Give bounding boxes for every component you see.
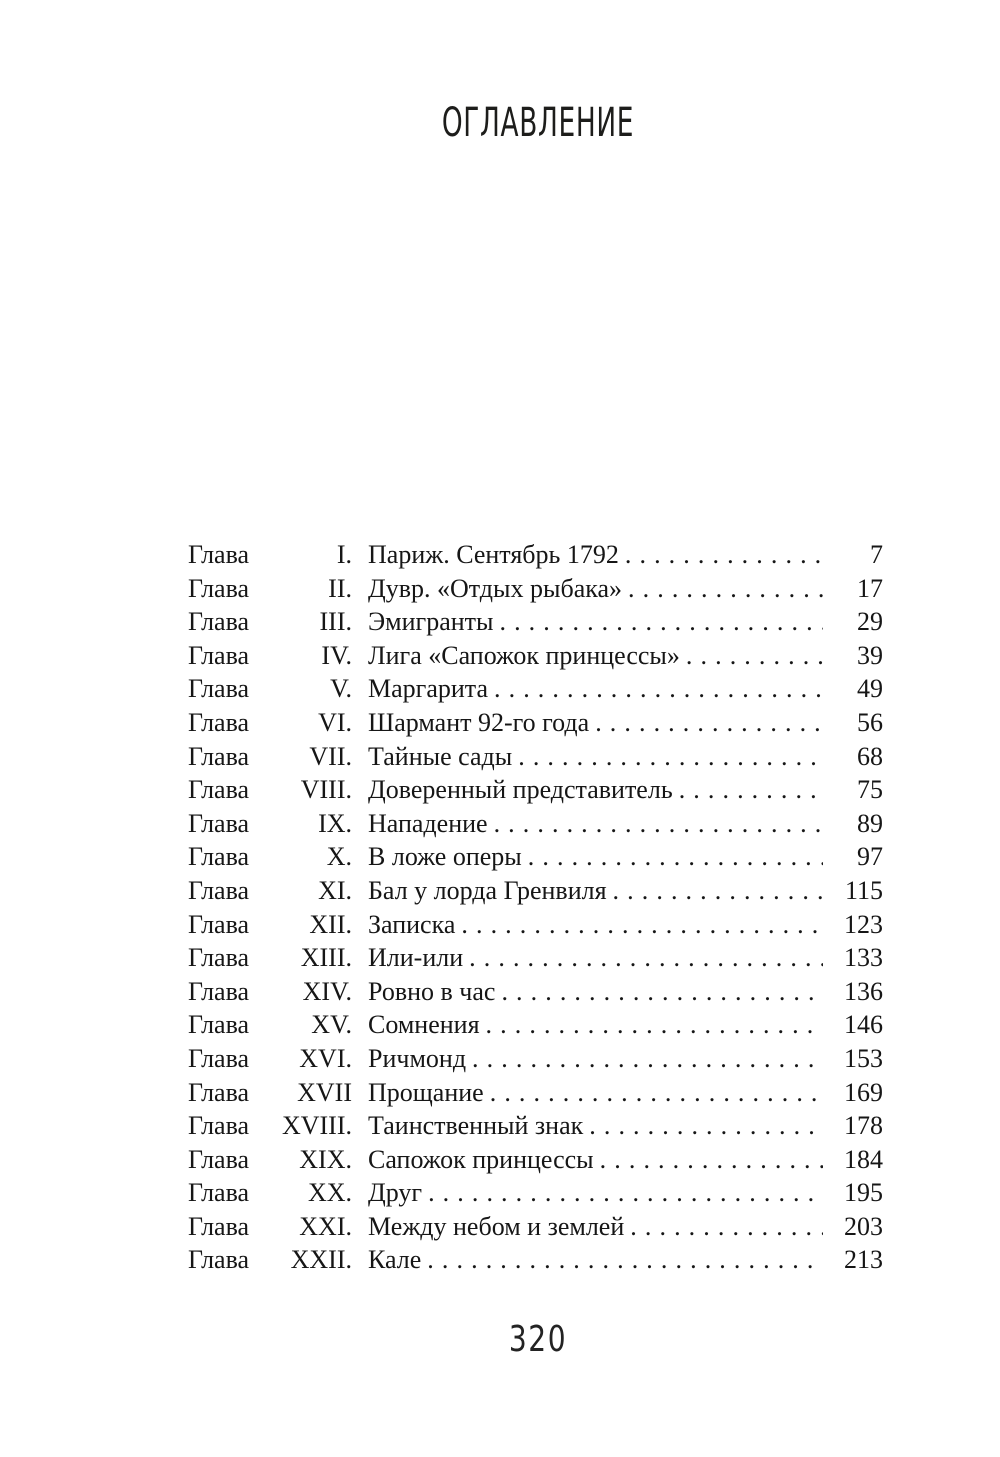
chapter-title: Кале	[368, 1245, 422, 1275]
chapter-numeral: XI.	[318, 875, 352, 905]
dot-leader	[461, 908, 823, 942]
chapter-page-number: 213	[844, 1245, 883, 1275]
chapter-title: Бал у лорда Гренвиля	[368, 875, 607, 905]
toc-entry	[188, 908, 883, 942]
chapter-numeral: IX.	[318, 808, 352, 838]
chapter-title: Маргарита	[368, 674, 488, 704]
chapter-label: Глава	[188, 707, 250, 737]
dot-leader	[625, 538, 823, 572]
chapter-title: Ричмонд	[368, 1043, 467, 1073]
chapter-page-number: 115	[844, 875, 883, 905]
dot-leader	[518, 740, 823, 774]
chapter-label: Глава	[188, 1245, 250, 1275]
chapter-title: Между небом и землей	[368, 1211, 625, 1241]
chapter-numeral: XIX.	[299, 1144, 352, 1174]
chapter-numeral: VI.	[318, 707, 352, 737]
chapter-title: Шармант 92-го года	[368, 707, 590, 737]
chapter-title-cell	[368, 773, 823, 807]
dot-leader	[486, 1008, 823, 1042]
chapter-title-cell	[368, 1076, 823, 1110]
chapter-label: Глава	[188, 1178, 250, 1208]
chapter-page-number: 195	[844, 1178, 883, 1208]
chapter-title-cell	[368, 1008, 823, 1042]
chapter-numeral: XVII	[297, 1077, 352, 1107]
chapter-label: Глава	[188, 674, 250, 704]
chapter-numeral: XIV.	[302, 976, 352, 1006]
chapter-page-number: 123	[844, 909, 883, 939]
chapter-title-cell	[368, 941, 823, 975]
chapter-page-number: 133	[844, 943, 883, 973]
chapter-title-cell	[368, 975, 823, 1009]
chapter-page-number: 39	[857, 640, 883, 670]
chapter-title: Нападение	[368, 808, 488, 838]
chapter-label: Глава	[188, 573, 250, 603]
chapter-label: Глава	[188, 808, 250, 838]
chapter-label: Глава	[188, 1211, 250, 1241]
chapter-numeral: VIII.	[300, 775, 352, 805]
chapter-title-cell	[368, 538, 823, 572]
chapter-page-number: 178	[844, 1111, 883, 1141]
toc-entry	[188, 706, 883, 740]
chapter-numeral: IV.	[321, 640, 352, 670]
chapter-title-cell	[368, 840, 823, 874]
chapter-title: Дувр. «Отдых рыбака»	[368, 573, 623, 603]
chapter-numeral: V.	[330, 674, 352, 704]
chapter-label: Глава	[188, 1043, 250, 1073]
chapter-title: Сомнения	[368, 1010, 480, 1040]
chapter-page-number: 136	[844, 976, 883, 1006]
dot-leader	[589, 1109, 823, 1143]
chapter-page-number: 17	[857, 573, 883, 603]
chapter-title: Доверенный представитель	[368, 775, 673, 805]
dot-leader	[595, 706, 823, 740]
chapter-numeral: XII.	[309, 909, 352, 939]
chapter-numeral: II.	[328, 573, 352, 603]
chapter-numeral: XV.	[311, 1010, 352, 1040]
chapter-title-cell	[368, 1210, 823, 1244]
chapter-title: Или-или	[368, 943, 464, 973]
chapter-label: Глава	[188, 909, 250, 939]
dot-leader	[613, 874, 823, 908]
chapter-numeral: XXII.	[290, 1245, 352, 1275]
toc-entry	[188, 840, 883, 874]
dot-leader	[501, 975, 823, 1009]
dot-leader	[628, 572, 823, 606]
toc-entry	[188, 941, 883, 975]
chapter-label: Глава	[188, 607, 250, 637]
chapter-label: Глава	[188, 842, 250, 872]
chapter-title-cell	[368, 1109, 823, 1143]
page-title: ОГЛАВЛЕНИЕ	[441, 100, 635, 146]
dot-leader	[490, 1076, 823, 1110]
chapter-page-number: 29	[857, 607, 883, 637]
toc-entry	[188, 1008, 883, 1042]
chapter-title: Записка	[368, 909, 456, 939]
chapter-page-number: 203	[844, 1211, 883, 1241]
chapter-page-number: 184	[844, 1144, 883, 1174]
chapter-title: Лига «Сапожок принцессы»	[368, 640, 680, 670]
chapter-page-number: 7	[870, 540, 883, 569]
chapter-label: Глава	[188, 976, 250, 1006]
toc-entry	[188, 1109, 883, 1143]
toc-entry	[188, 1076, 883, 1110]
chapter-title-cell	[368, 572, 823, 606]
chapter-page-number: 146	[844, 1010, 883, 1040]
chapter-numeral: XVIII.	[281, 1111, 352, 1141]
toc-entry	[188, 1210, 883, 1244]
dot-leader	[499, 605, 823, 639]
chapter-page-number: 153	[844, 1043, 883, 1073]
chapter-title: Эмигранты	[368, 607, 494, 637]
toc-entry	[188, 605, 883, 639]
toc-entry	[188, 740, 883, 774]
chapter-title-cell	[368, 1243, 823, 1277]
chapter-title-cell	[368, 706, 823, 740]
chapter-page-number: 89	[857, 808, 883, 838]
chapter-title: В ложе оперы	[368, 842, 522, 872]
dot-leader	[428, 1176, 823, 1210]
toc-entry	[188, 773, 883, 807]
chapter-title-cell	[368, 1176, 823, 1210]
toc-entry	[188, 1143, 883, 1177]
chapter-label: Глава	[188, 943, 250, 973]
dot-leader	[600, 1143, 823, 1177]
chapter-title-cell	[368, 672, 823, 706]
dot-leader	[494, 807, 823, 841]
chapter-label: Глава	[188, 875, 250, 905]
chapter-title-cell	[368, 740, 823, 774]
chapter-numeral: XVI.	[299, 1043, 352, 1073]
chapter-numeral: X.	[326, 842, 352, 872]
chapter-title-cell	[368, 1143, 823, 1177]
toc-entry	[188, 1176, 883, 1210]
dot-leader	[686, 639, 823, 673]
toc-entry	[188, 1243, 883, 1277]
chapter-page-number: 97	[857, 842, 883, 872]
chapter-numeral: XIII.	[300, 943, 352, 973]
toc-entry	[188, 975, 883, 1009]
dot-leader	[528, 840, 823, 874]
dot-leader	[494, 672, 823, 706]
chapter-title: Париж. Сентябрь 1792	[368, 540, 619, 569]
chapter-label: Глава	[188, 775, 250, 805]
dot-leader	[427, 1243, 823, 1277]
chapter-label: Глава	[188, 640, 250, 670]
chapter-title-cell	[368, 1042, 823, 1076]
chapter-page-number: 49	[857, 674, 883, 704]
toc-entry	[188, 572, 883, 606]
chapter-page-number: 56	[857, 707, 883, 737]
chapter-title: Прощание	[368, 1077, 484, 1107]
toc-entry	[188, 1042, 883, 1076]
chapter-title: Ровно в час	[368, 976, 496, 1006]
chapter-page-number: 68	[857, 741, 883, 771]
dot-leader	[679, 773, 823, 807]
chapter-numeral: XXI.	[299, 1211, 352, 1241]
chapter-numeral: I.	[336, 540, 352, 569]
toc-entry	[188, 807, 883, 841]
folio-page-number: 320	[508, 1319, 568, 1360]
chapter-title-cell	[368, 874, 823, 908]
chapter-title-cell	[368, 908, 823, 942]
dot-leader	[469, 941, 823, 975]
toc-entry	[188, 538, 883, 572]
table-of-contents	[188, 538, 883, 1277]
chapter-numeral: XX.	[307, 1178, 352, 1208]
chapter-title: Тайные сады	[368, 741, 513, 771]
chapter-numeral: VII.	[309, 741, 352, 771]
toc-entry	[188, 874, 883, 908]
chapter-title-cell	[368, 605, 823, 639]
toc-entry	[188, 672, 883, 706]
dot-leader	[472, 1042, 823, 1076]
chapter-label: Глава	[188, 1111, 250, 1141]
chapter-title-cell	[368, 807, 823, 841]
chapter-label: Глава	[188, 1144, 250, 1174]
chapter-title: Таинственный знак	[368, 1111, 584, 1141]
chapter-numeral: III.	[319, 607, 352, 637]
chapter-page-number: 169	[844, 1077, 883, 1107]
chapter-title: Сапожок принцессы	[368, 1144, 594, 1174]
toc-entry	[188, 639, 883, 673]
chapter-label: Глава	[188, 540, 250, 569]
dot-leader	[630, 1210, 823, 1244]
chapter-title-cell	[368, 639, 823, 673]
chapter-label: Глава	[188, 1010, 250, 1040]
chapter-page-number: 75	[857, 775, 883, 805]
chapter-title: Друг	[368, 1178, 423, 1208]
chapter-label: Глава	[188, 1077, 250, 1107]
chapter-label: Глава	[188, 741, 250, 771]
